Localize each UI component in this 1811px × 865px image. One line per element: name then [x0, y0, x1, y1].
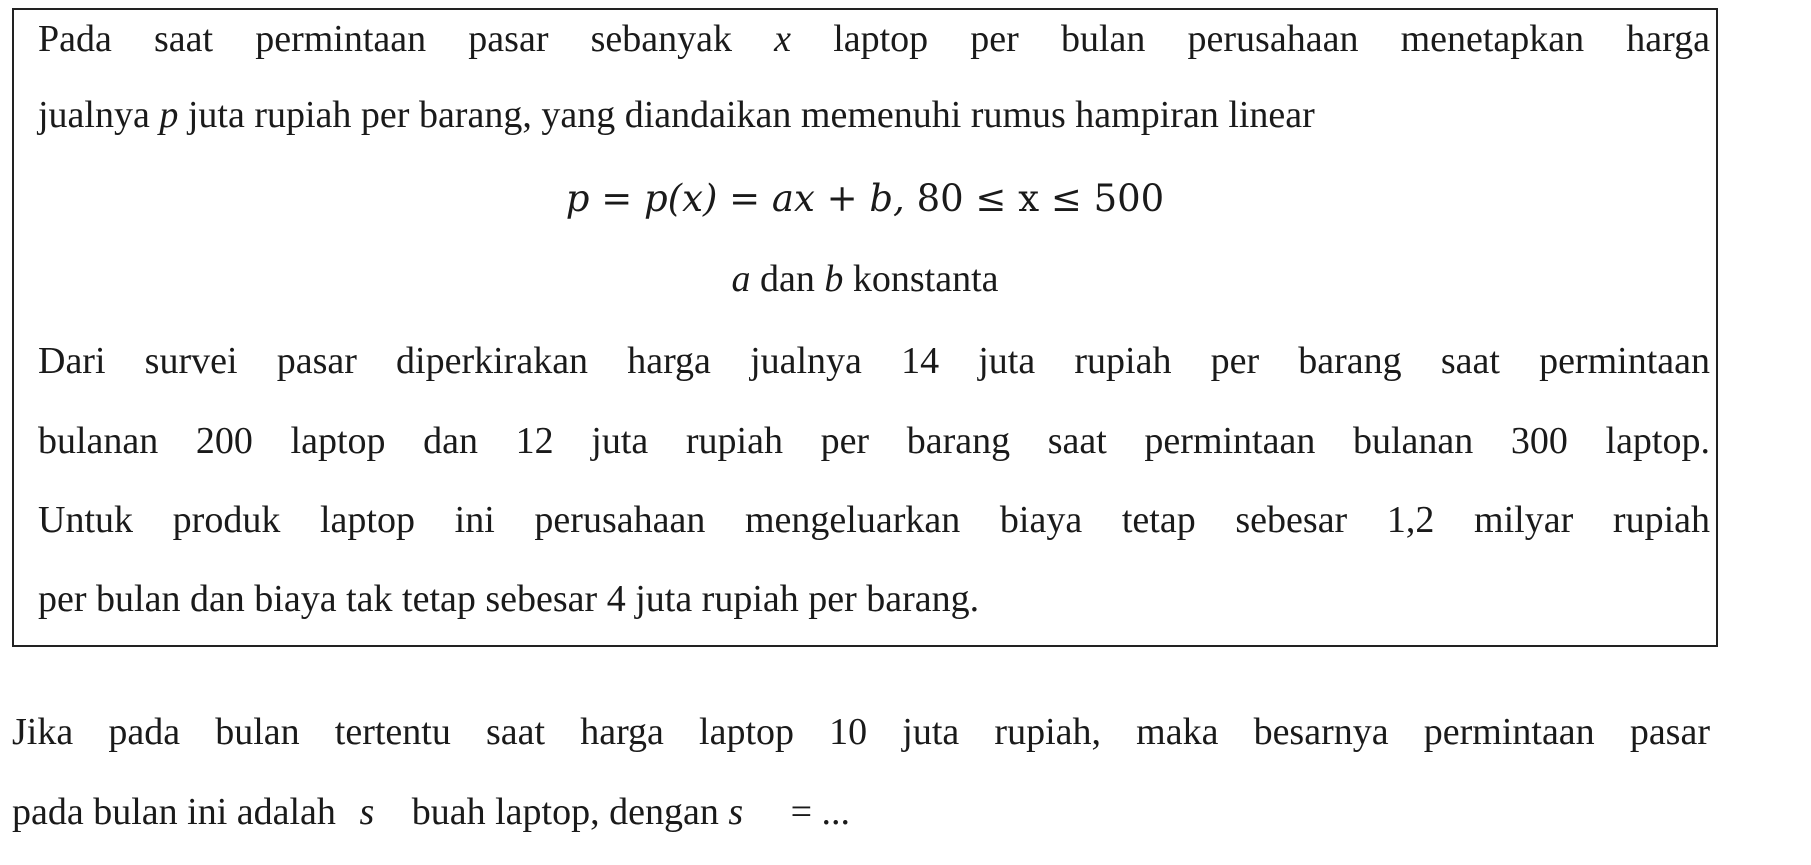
question-line-2 [12, 789, 850, 835]
constants-post: konstanta [852, 258, 999, 300]
line-1-text-post: laptop per bulan perusahaan menetapkan harga [833, 18, 1711, 60]
line-2-text-post: juta rupiah per barang, yang diandaikan memenuhi rumus hampiran linear [187, 94, 1315, 136]
question-line-1 [12, 709, 1710, 755]
constants-mid: dan [759, 258, 815, 300]
problem-line-6 [38, 418, 1710, 464]
line-1-text-pre: Pada saat permintaan pasar sebanyak [38, 18, 732, 60]
variable-b: b [824, 258, 844, 300]
problem-line-5 [38, 338, 1710, 384]
variable-p: p [159, 94, 179, 136]
problem-line-1 [38, 16, 1710, 62]
question-line-1-text: Jika pada bulan tertentu saat harga laptop 10 juta rupiah, maka besarnya permintaan pasar [12, 711, 1710, 753]
variable-a: a [731, 258, 751, 300]
formula-line [12, 176, 1718, 222]
variable-s-1: s [359, 791, 375, 833]
formula-range: 80 ≤ x ≤ 500 [916, 177, 1165, 220]
formula-equation: p = p(x) = ax + b, [565, 177, 905, 220]
line-8-text: per bulan dan biaya tak tetap sebesar 4 juta rupiah per barang. [38, 578, 980, 620]
variable-x: x [774, 18, 792, 60]
line-7-text: Untuk produk laptop ini perusahaan mengeluarkan biaya tetap sebesar 1,2 milyar rupiah [38, 499, 1710, 541]
problem-line-8 [38, 576, 979, 622]
problem-line-7 [38, 497, 1710, 543]
line-5-text: Dari survei pasar diperkirakan harga jualnya 14 juta rupiah per barang saat permintaan [38, 340, 1710, 382]
problem-line-2 [38, 92, 1315, 138]
question-line-2-pre: pada bulan ini adalah [12, 791, 336, 833]
variable-s-2: s [728, 791, 744, 833]
question-line-2-post: = ... [790, 791, 851, 833]
question-line-2-mid: buah laptop, dengan [411, 791, 719, 833]
line-2-text-pre: jualnya [38, 94, 150, 136]
line-6-text: bulanan 200 laptop dan 12 juta rupiah per barang saat permintaan bulanan 300 laptop. [38, 420, 1710, 462]
constants-line [12, 256, 1718, 302]
